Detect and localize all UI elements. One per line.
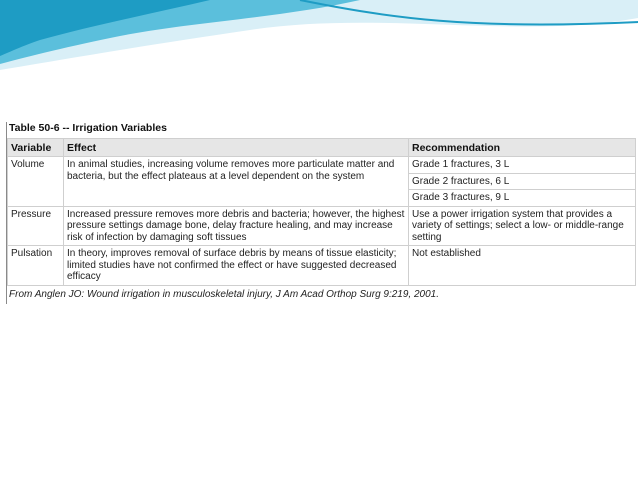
decorative-wave-banner — [0, 0, 638, 80]
table-row-pulsation — [8, 246, 636, 286]
table-row-pressure — [8, 206, 636, 246]
cell-effect-pressure: Increased pressure removes more debris and bacteria; however, the highest pressure settings damage bone, delay fracture healing, and may increase risk of infection by damaging soft tissues — [64, 206, 409, 246]
cell-recommendation-grade-2: Grade 2 fractures, 6 L — [409, 173, 636, 190]
cell-recommendation-pressure: Use a power irrigation system that provides a variety of settings; select a low- or middle-range setting — [409, 206, 636, 246]
table-source-citation: From Anglen JO: Wound irrigation in musculoskeletal injury, J Am Acad Orthop Surg 9:219, 2001. — [9, 288, 440, 300]
cell-variable-pulsation: Pulsation — [8, 246, 64, 286]
header-variable: Variable — [8, 139, 64, 157]
cell-recommendation-grade-1: Grade 1 fractures, 3 L — [409, 157, 636, 174]
header-effect: Effect — [64, 139, 409, 157]
cell-effect-volume: In animal studies, increasing volume removes more particulate matter and bacteria, but the effect plateaus at a level dependent on the system — [64, 157, 409, 207]
table-row-volume — [8, 157, 636, 174]
cell-recommendation-pulsation: Not established — [409, 246, 636, 286]
table-caption: Table 50-6 -- Irrigation Variables — [9, 122, 167, 134]
cell-variable-pressure: Pressure — [8, 206, 64, 246]
cell-variable-volume: Volume — [8, 157, 64, 207]
header-recommendation: Recommendation — [409, 139, 636, 157]
cell-recommendation-grade-3: Grade 3 fractures, 9 L — [409, 190, 636, 207]
irrigation-table-figure — [6, 122, 635, 304]
table-header-row — [8, 139, 636, 157]
irrigation-variables-table — [7, 138, 636, 286]
cell-effect-pulsation: In theory, improves removal of surface debris by means of tissue elasticity; limited studies have not confirmed the effect or have suggested decreased efficacy — [64, 246, 409, 286]
